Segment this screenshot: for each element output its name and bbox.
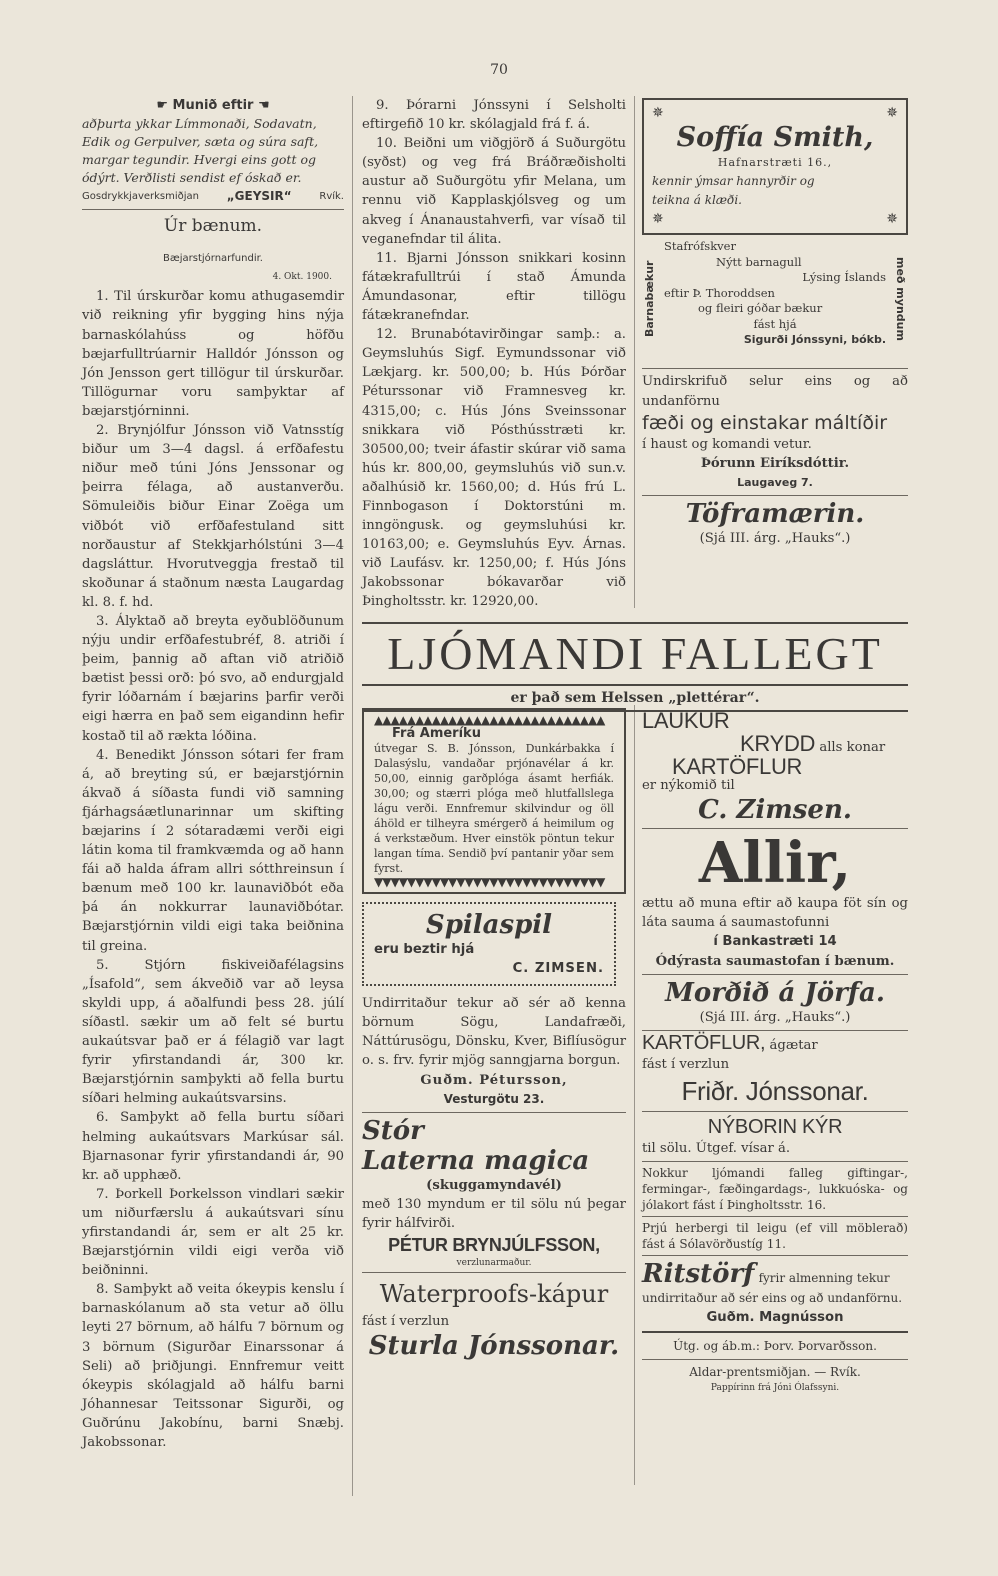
minutes-item: 8. Samþykt að veita ókeypis kenslu í barnaskólanum að sta vetur að öllu leyti 27 börnum, að hálfu 7 börnum og 3 börnum (Sigurðar Einarssonar á Seli) að þriðjungi. Ennfremur veitt ókeypis skólagjald að hálfu barni Jóhannesar Teitssonar Sigurði, og Guðrúnu Jakobínu, barni Snæbj. Jakobssonar. <box>82 1282 344 1450</box>
pointing-hand-icon: ☚ <box>257 98 270 113</box>
kyr-title: NÝBORIN KÝR <box>707 1115 843 1138</box>
ritstorf-ad: Ritstörf fyrir almenning tekur undirritaður að sér eins og að undanförnu. Guðm. Magnússon <box>642 1259 903 1326</box>
meals-signature: Þórunn Eiríksdóttir. <box>700 455 850 471</box>
minutes-item: 10. Beiðni um viðgjörð á Suðurgötu (syðst) og veg frá Bráðræðisholti austur að Suðurgötu yfir Melana, um rennu við Kapplaskjólsveg og um akveg í Ánanaustahverfi, var vísað til veganefndar til álita. <box>362 136 626 247</box>
helssen-ad: LJÓMANDI FALLEGT er það sem Helssen „plettérar“. <box>362 618 908 716</box>
column-right-ads: LAUKUR KRYDD alls konar KARTÖFLUR er nýkomið til C. Zimsen. Allir, ættu að muna eftir að kaupa föt sín og láta sauma á saumastofunni í Bankastræti 14 Ódýrasta saumastofan í bænum. Morðið á Jörfa. (Sjá III. árg. „Hauks“.) KARTÖFLUR, ágætar fást í verzlun Friðr. Jónssonar. NÝBORIN KÝR til sölu. Útgef. vísar á. Nokkur ljómandi falleg giftingar-, fermingar-, fæðingardags-, lukkuóska- og jólakort fást í Þingholtsstr. 16. Prjú herbergi til leigu (ef vill möblerað) fást á Sólavörðustíg 11. Ritstörf fyrir almenning tekur undirritaður að sér eins og að undanförnu. Guðm. Magnússon Útg. og áb.m.: Þorv. Þorvarðsson. Aldar-prentsmiðjan. — Rvík. Pappírinn frá Jóni Ólafssyni. <box>642 708 908 1394</box>
gudm-ad: Undirritaður tekur að sér að kenna börnum Sögu, Landafræði, Náttúrusögu, Dönsku, Kver, Biflíusögur o. s. frv. fyrir mjög sanngjarna borgun. Guðm. Pétursson, Vesturgötu 23. <box>362 996 626 1106</box>
star-ornament-icon: ✵ <box>652 105 664 121</box>
geysir-ad-header: ☛ Munið eftir ☚ <box>156 98 270 113</box>
tofra-title: Töframærin. <box>685 498 865 529</box>
books-signature: Sigurði Jónssyni, bókb. <box>743 333 886 347</box>
page-number: 70 <box>490 62 508 78</box>
smith-address: Hafnarstræti 16., <box>717 156 833 170</box>
spil-ad: Spilaspil eru beztir hjá C. ZIMSEN. <box>362 902 616 986</box>
section-heading: Úr bænum. <box>163 216 263 237</box>
books-ad: Barnabækur með myndum Stafrófskver Nýtt barnagull Lýsing Íslands eftir Þ. Thoroddsen og fleiri góðar bækur fást hjá Sigurði Jónssyni, bókb. <box>643 239 907 347</box>
border-ornament: ▼▼▼▼▼▼▼▼▼▼▼▼▼▼▼▼▼▼▼▼▼▼▼▼▼▼▼▼ <box>374 875 605 889</box>
meals-ad: Undirskrifuð selur eins og að undanförnu fæði og einstakar máltíðir í haust og komandi vetur. Þórunn Eiríksdóttir. Laugaveg 7. <box>642 374 908 489</box>
imprint: Útg. og áb.m.: Þorv. Þorvarðsson. <box>673 1339 877 1354</box>
mord-title: Morðið á Jörfa. <box>665 977 885 1008</box>
pointing-hand-icon: ☛ <box>156 98 168 113</box>
border-ornament: ▲▲▲▲▲▲▲▲▲▲▲▲▲▲▲▲▲▲▲▲▲▲▲▲▲▲▲▲ <box>374 713 605 727</box>
minutes-item: 5. Stjórn fiskiveiðafélagsins „Ísafold“, sem ákveðið var að leysa skyldi upp, á aðalfundi þess 28. júlí síðastl. sækir um að felt sé burtu aukaútsvar það er á félagið var lagt fyrir yfirstandandi ár, 300 kr. Bæjarstjórnin samþykti að fella burtu síðari helming aukaútsvarsins. <box>82 957 344 1107</box>
minutes-item: 4. Benedikt Jónsson sótari fer fram á, að breyting sú, er bæjarstjórnin ákvað á síðasta fundi við samning fjárhagsáætlunarinnar um skifting bæjarins í 2 sótaradæmi verði eigi látin koma til framkvæmda og að hann fái að halda áfram allri sótthreinsun í bænum með 100 kr. launaviðbót eða þá án nokkurrar launaviðbótar. Bæjarstjórnin vildi eigi taka beiðnina til greina. <box>82 747 344 954</box>
geysir-ad-signature: Gosdrykkjaverksmiðjan „GEYSIR“ Rvík. <box>82 189 344 204</box>
column-divider <box>634 96 635 608</box>
star-ornament-icon: ✵ <box>886 105 898 121</box>
amerika-ad: ▲▲▲▲▲▲▲▲▲▲▲▲▲▲▲▲▲▲▲▲▲▲▲▲▲▲▲▲ Frá Ameríku útvegar S. B. Jónsson, Dunkárbakka í Dalasýslu, vandaðar prjónavélar á kr. 50,00, einnig garðplóga ásamt herfiák. 30,00; og stærri plóga með hlutfallslega lágu verði. Ennfremur skilvindur og öll áhöld er tilheyra smérgerð á heimilum og á verkstæðum. Hver einstök pöntun tekur langan tíma. Sendið því pantanir yðar sem fyrst. ▼▼▼▼▼▼▼▼▼▼▼▼▼▼▼▼▼▼▼▼▼▼▼▼▼▼▼▼ <box>362 708 626 894</box>
minutes-item: 9. Þórarni Jónssyni í Selsholti eftirgefið 10 kr. skólagjald frá f. á. <box>362 98 626 133</box>
column-middle-ads <box>362 708 626 1361</box>
rooms-ad: Prjú herbergi til leigu (ef vill möblerað) fást á Sólavörðustíg 11. <box>642 1221 908 1252</box>
minutes-item: 7. Þorkell Þorkelsson vindlari sækir um niðurfærslu á aukaútsvari sínu yfirstandandi ár, sem er alt 25 kr. Bæjarstjórnin vildi eigi verða við beiðninni. <box>82 1186 344 1279</box>
waterproofs-ad: Waterproofs-kápur fást í verzlun Sturla Jónssonar. <box>362 1280 620 1362</box>
laukur-ad: LAUKUR KRYDD alls konar KARTÖFLUR er nýkomið til C. Zimsen. <box>642 708 886 826</box>
meeting-date: 4. Okt. 1900. <box>272 272 332 283</box>
minutes-item: 1. Til úrskurðar komu athugasemdir við reikning yfir bygging hins nýja barnaskólahúss og höfðu bæjarfulltrúarnir Halldór Jónsson og Jón Jensson gert tillögur til úrskurðar. Tillögurnar voru samþyktar af bæjarstjórninni. <box>82 289 344 419</box>
smith-name: Soffía Smith, <box>676 122 874 154</box>
minutes-item: 2. Brynjólfur Jónsson við Vatnsstíg biður um 3—4 dagsl. á erfðafestu niður með túni Jóns Jenssonar og þeirra félaga, að austanverðu. Sömuleiðis biður Einar Zoëga um viðbót við erfðafestuland sitt norðaustur af Stekkjarhólstúni 3—4 dagsláttur. Hvorutveggja frestað til skoðunar á staðnum næsta Laugardag kl. 8. f. hd. <box>82 423 344 610</box>
minutes-item: 12. Brunabótavirðingar samþ.: a. Geymsluhús Sigf. Eymundssonar við Lækjarg. kr. 500,00; b. Hús Þórðar Péturssonar við Framnesveg kr. 4315,00; c. Hús Jóns Sveinssonar snikkara við Pósthússtræti kr. 30500,00; tveir áfastir skúrar við sama hús kr. 800,00, geymsluhús við sun.v. aðalhúsið kr. 1560,00; d. Hús frú L. Finnbogason í Doktorstúni m. inngöngusk. og geymsluhúsi kr. 10163,00; e. Geymsluhús Eyv. Árnas. við Laufásv. kr. 1250,00; f. Hús Jóns Jakobssonar bókavarðar við Þingholtsstr. kr. 12920,00. <box>362 327 626 610</box>
smith-ad: ✵ ✵ Soffía Smith, Hafnarstræti 16., kennir ýmsar hannyrðir og teikna á klæði. ✵ ✵ <box>642 98 908 235</box>
minutes-item: 6. Samþykt að fella burtu síðari helming aukaútsvars Markúsar sál. Bjarnasonar fyrir yfirstandandi ár, 90 kr. að upphæð. <box>82 1110 344 1183</box>
cards-ad: Nokkur ljómandi falleg giftingar-, fermingar-, fæðingardags-, lukkuóska- og jólakort fást í Þingholtsstr. 16. <box>642 1166 908 1213</box>
column-divider <box>352 96 353 1496</box>
helssen-headline: LJÓMANDI FALLEGT <box>387 628 883 679</box>
geysir-ad-body: aðþurta ykkar Límmonaði, Sodavatn, Edik og Gerpulver, sæta og súra saft, margar tegundir. Hvergi eins gott og ódýrt. Verðlisti sendist ef óskað er. <box>82 116 319 186</box>
column-divider <box>634 705 635 1485</box>
column-middle <box>362 96 626 612</box>
star-ornament-icon: ✵ <box>886 211 898 228</box>
laterna-ad: Stór Laterna magica (skuggamyndavél) með 130 myndum er til sölu nú þegar fyrir hálfvirði. PÉTUR BRYNJÚLFSSON, verzlunarmaður. <box>362 1115 626 1269</box>
allir-ad: Allir, ættu að muna eftir að kaupa föt sín og láta sauma á saumastofunni í Bankastræti 14 Ódýrasta saumastofan í bænum. <box>642 830 908 969</box>
subheading: Bæjarstjórnarfundir. <box>163 253 263 265</box>
minutes-item: 11. Bjarni Jónsson snikkari kosinn fátækrafulltrúi í stað Ámunda Ámundasonar, eftir tillögu fátækranefndar. <box>362 250 626 324</box>
column-right-top: ✵ ✵ Soffía Smith, Hafnarstræti 16., kennir ýmsar hannyrðir og teikna á klæði. ✵ ✵ Barnabækur með myndum Stafrófskver Nýtt barnagull Lýsing Íslands eftir Þ. Thoroddsen og fleiri góðar bækur fást hjá Sigurði Jónssyni, bókb. Undirskrifuð selur eins og að undanförnu fæði og einstakar máltíðir í haust og komandi vetur. Þórunn Eiríksdóttir. Laugaveg 7. Töframærin. (Sjá III. árg. „Hauks“.) <box>642 96 908 548</box>
minutes-item: 3. Ályktað að breyta eyðublöðunum nýju undir erfðafestubréf, 8. atriði í þeim, þannig að aftan við atriðið bætist þessi orð: þó svo, að endurgjald fyrir lóðarnám í bæjarins þarfir verði eigi hærra en það sem eigandinn hefir kostað til að rækta lóðina. <box>82 613 344 744</box>
meals-headline: fæði og einstakar máltíðir <box>642 411 888 434</box>
star-ornament-icon: ✵ <box>652 211 664 228</box>
column-left <box>82 96 344 1452</box>
kart2-ad: KARTÖFLUR, ágætar fást í verzlun Friðr. Jónssonar. <box>642 1031 869 1106</box>
